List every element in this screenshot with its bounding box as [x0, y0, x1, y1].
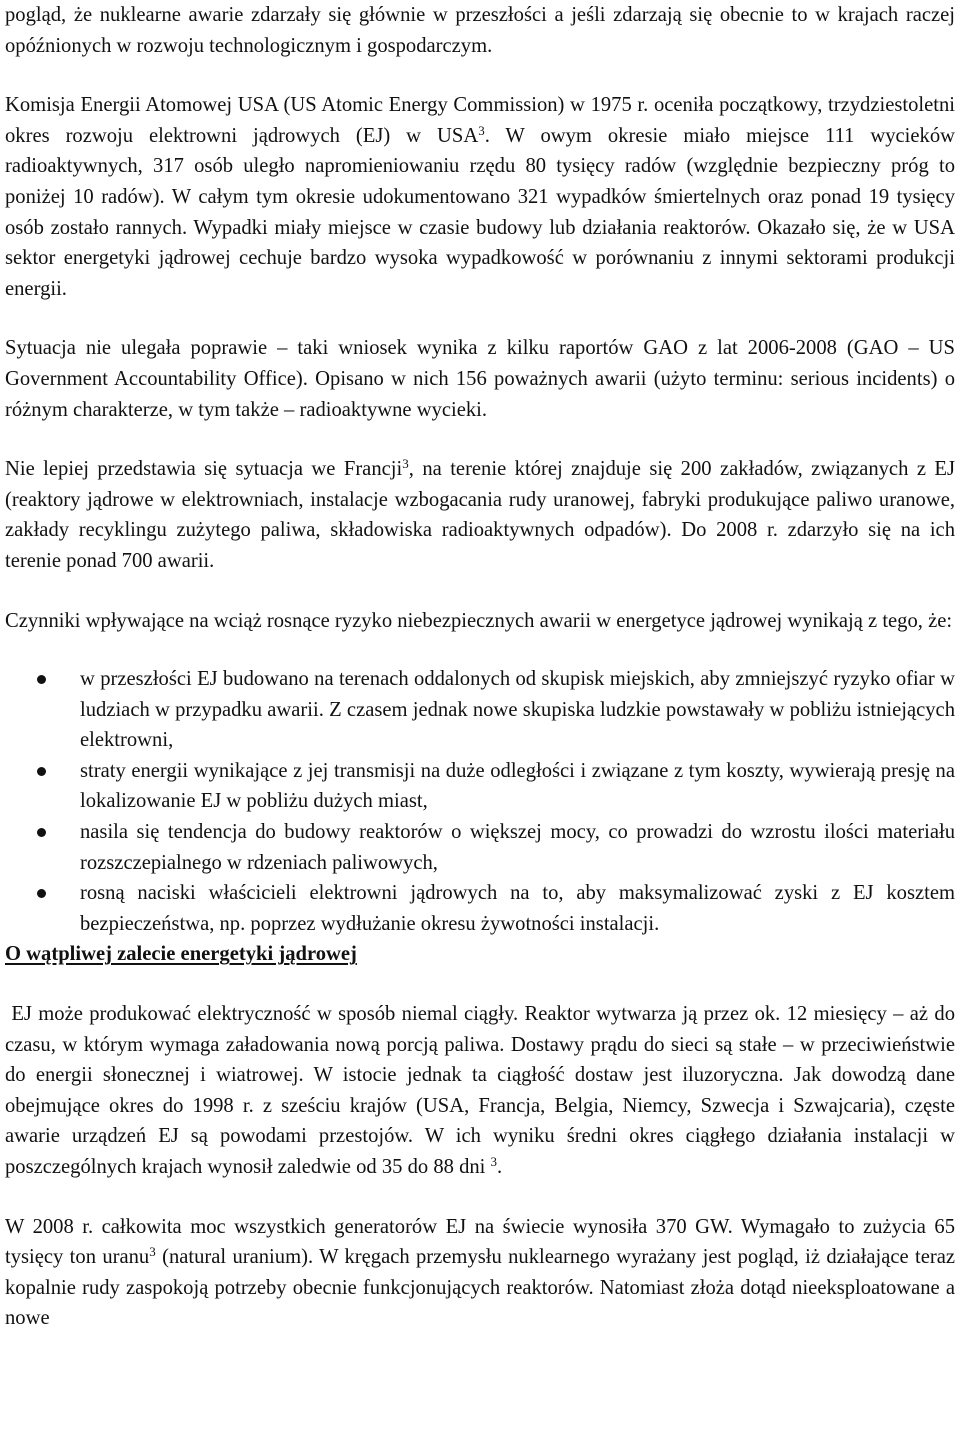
- footnote-ref: 3: [149, 1244, 156, 1260]
- bullet-icon: [37, 767, 46, 776]
- paragraph-7-text-a: W 2008 r. całkowita moc wszystkich generatorów EJ na świecie wynosiła 370 GW. Wymagało to zużycia 65 tysięcy ton uranu: [5, 1215, 960, 1269]
- paragraph-3-text: Sytuacja nie ulegała poprawie – taki wniosek wynika z kilku raportów GAO z lat 2006-2008 (GAO – US Government Accountability Office). Opisano w nich 156 poważnych awarii (użyto terminu: serious incidents) o różnym charakterze, w tym także – radioaktywne wycieki.: [5, 337, 960, 421]
- bullet-icon: [37, 828, 46, 837]
- paragraph-3: [5, 333, 960, 425]
- list-item-text: w przeszłości EJ budowano na terenach oddalonych od skupisk miejskich, aby zmniejszyć ryzyko ofiar w ludziach w przypadku awarii. Z czasem jednak nowe skupiska ludzkie powstawały w pobliżu istniejących elektrowni,: [80, 668, 955, 752]
- paragraph-2-text-b: . W owym okresie miało miejsce 111 wycieków radioaktywnych, 317 osób uległo napromieniowaniu rzędu 80 tysięcy radów (względnie bezpieczny próg to poniżej 10 radów). W całym tym okresie udokumentowano 321 wypadków śmiertelnych oraz ponad 19 tysięcy osób zostało rannych. Wypadki miały miejsce w czasie budowy lub działania reaktorów. Okazało się, że w USA sektor energetyki jądrowej cechuje bardzo wysoka wypadkowość w porównaniu z innymi sektorami produkcji energii.: [5, 124, 960, 300]
- footnote-ref: 3: [478, 122, 485, 138]
- paragraph-6: [5, 999, 960, 1183]
- list-item: [5, 756, 955, 817]
- list-item: [5, 817, 955, 878]
- paragraph-4-text-a: Nie lepiej przedstawia się sytuacja we Francji: [5, 458, 403, 481]
- paragraph-6-text-a: EJ może produkować elektryczność w sposób niemal ciągły. Reaktor wytwarza ją przez ok. 12 miesięcy – aż do czasu, w którym wymaga załadowania nową porcją paliwa. Dostawy prądu do sieci są stałe – w przeciwieństwie do energii słonecznej i wiatrowej. W istocie jednak ta ciągłość dostaw jest iluzoryczna. Jak dowodzą dane obejmujące okres do 1998 r. z sześciu krajów (USA, Francja, Belgia, Niemcy, Szwecja i Szwajcaria), częste awarie urządzeń EJ są powodami przestojów. W ich wyniku średni okres ciągłego działania instalacji w poszczególnych krajach wynosił zaledwie od 35 do 88 dni: [5, 1003, 960, 1178]
- footnote-ref: 3: [402, 456, 409, 472]
- paragraph-7: [5, 1212, 960, 1334]
- footnote-ref: 3: [490, 1154, 498, 1169]
- list-item: [5, 664, 955, 756]
- bullet-icon: [37, 889, 46, 898]
- paragraph-2-text-a: Komisja Energii Atomowej USA (US Atomic Energy Commission) w 1975 r. oceniła początkowy, trzydziestoletni okres rozwoju elektrowni jądrowych (EJ) w USA: [5, 94, 960, 147]
- paragraph-5: [5, 606, 955, 637]
- risk-factors-list: [5, 664, 955, 939]
- list-item-text: straty energii wynikające z jej transmisji na duże odległości i związane z tym koszty, wywierają presję na lokalizowanie EJ w pobliżu dużych miast,: [80, 759, 955, 813]
- list-item-text: nasila się tendencja do budowy reaktorów o większej mocy, co prowadzi do wzrostu ilości materiału rozszczepialnego w rdzeniach paliwowych,: [80, 821, 955, 874]
- bullet-icon: [37, 675, 46, 684]
- paragraph-5-text: Czynniki wpływające na wciąż rosnące ryzyko niebezpiecznych awarii w energetyce jądrowej wynikają z tego, że:: [5, 609, 953, 632]
- paragraph-6-text-b: .: [497, 1156, 503, 1178]
- section-heading: O wątpliwej zalecie energetyki jądrowej: [5, 943, 357, 966]
- paragraph-1-text: pogląd, że nuklearne awarie zdarzały się głównie w przeszłości a jeśli zdarzają się obecnie to w krajach raczej opóźnionych w rozwoju technologicznym i gospodarczym.: [5, 4, 960, 57]
- paragraph-4: [5, 454, 960, 576]
- paragraph-4-text-b: , na terenie której znajduje się 200 zakładów, związanych z EJ (reaktory jądrowe w elektrowniach, instalacje wzbogacania rudy uranowej, fabryki produkujące paliwo uranowe, zakłady recyklingu zużytego paliwa, składowiska radioaktywnych odpadów). Do 2008 r. zdarzyło się na ich terenie ponad 700 awarii.: [5, 458, 960, 572]
- document-page: [5, 0, 960, 1334]
- paragraph-1: [5, 0, 960, 61]
- list-item: [5, 878, 955, 939]
- list-item-text: rosną naciski właścicieli elektrowni jądrowych na to, aby maksymalizować zyski z EJ kosztem bezpieczeństwa, np. poprzez wydłużanie okresu żywotności instalacji.: [80, 882, 955, 935]
- paragraph-2: [5, 90, 960, 304]
- paragraph-7-text-b: (natural uranium). W kręgach przemysłu nuklearnego wyrażany jest pogląd, iż działające teraz kopalnie rudy zaspokoją potrzeby obecnie funkcjonujących reaktorów. Natomiast złoża dotąd nieeksploatowane a nowe: [5, 1246, 960, 1330]
